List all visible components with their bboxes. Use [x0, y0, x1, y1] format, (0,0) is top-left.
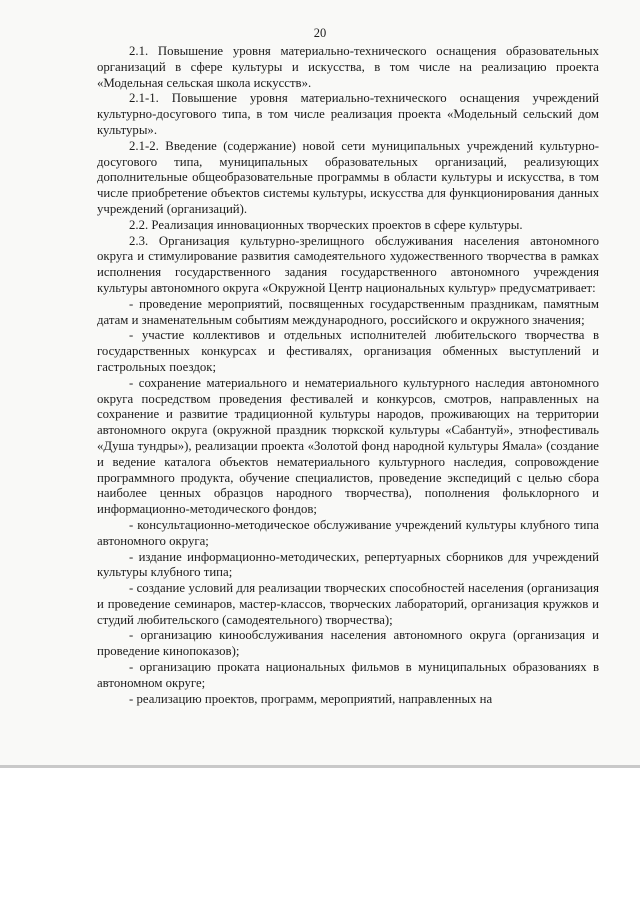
paragraph-2-1-2: 2.1-2. Введение (содержание) новой сети муниципальных учреждений культурно-досугового типа, муниципальных образовательных организаций, реализующих дополнительные общеобразовательные программы в области культуры и искусства, в том числе приобретение объектов системы культуры, искусства для функционирования данных учреждений (организаций).: [97, 138, 599, 216]
list-item-creative-conditions: - создание условий для реализации творческих способностей населения (организация и проведение семинаров, мастер-классов, творческих лабораторий, организация кружков и студий любительского (самодеятельного) творчества);: [97, 581, 599, 627]
paragraph-2-3: 2.3. Организация культурно-зрелищного обслуживания населения автономного округа и стимулирование развития самодеятельного художественного творчества в рамках исполнения государственного задания государственного автономного учреждения культуры автономного округа «Окружной Центр национальных культур» предусматривает:: [97, 233, 599, 295]
list-item-consulting: - консультационно-методическое обслуживание учреждений культуры клубного типа автономного округа;: [97, 517, 599, 548]
list-item-events: - проведение мероприятий, посвященных государственным праздникам, памятным датам и знаменательным событиям международного, российского и окружного значения;: [97, 296, 599, 327]
paragraph-2-2: 2.2. Реализация инновационных творческих проектов в сфере культуры.: [129, 217, 523, 232]
document-body: [97, 44, 599, 707]
list-item-publishing: - издание информационно-методических, репертуарных сборников для учреждений культуры клубного типа;: [97, 549, 599, 580]
page-number: 20: [313, 26, 327, 40]
paragraph-2-1: 2.1. Повышение уровня материально-технического оснащения образовательных организаций в сфере культуры и искусства, в том числе на реализацию проекта «Модельная сельская школа искусств».: [97, 44, 599, 90]
list-item-projects: - реализацию проектов, программ, мероприятий, направленных на: [129, 691, 493, 706]
list-item-cinema-service: - организацию кинообслуживания населения автономного округа (организация и проведение кинопоказов);: [97, 628, 599, 659]
scan-edge-divider: [0, 765, 640, 768]
list-item-contests: - участие коллективов и отдельных исполнителей любительского творчества в государственных конкурсах и фестивалях, организация обменных выступлений и гастрольных поездок;: [97, 328, 599, 374]
paragraph-2-1-1: 2.1-1. Повышение уровня материально-технического оснащения учреждений культурно-досугового типа, в том числе реализация проекта «Модельный сельский дом культуры».: [97, 91, 599, 137]
list-item-film-distribution: - организацию проката национальных фильмов в муниципальных образованиях в автономном округе;: [97, 660, 599, 690]
list-item-heritage: - сохранение материального и нематериального культурного наследия автономного округа посредством проведения фестивалей и конкурсов, смотров, направленных на сохранение и развитие традиционной культуры народов, проживающих на территории автономного округа (окружной праздник тюркской культуры «Сабантуй», этнофестиваль «Душа тундры»), реализации проекта «Золотой фонд народной культуры Ямала» (создание и ведение каталога объектов нематериального культурного наследия, сопровождение программного продукта, обучение специалистов, проведение экспедиций с целью сбора наиболее ценных образцов народного творчества), пополнения фольклорного и информационно-методического фондов;: [97, 375, 599, 517]
